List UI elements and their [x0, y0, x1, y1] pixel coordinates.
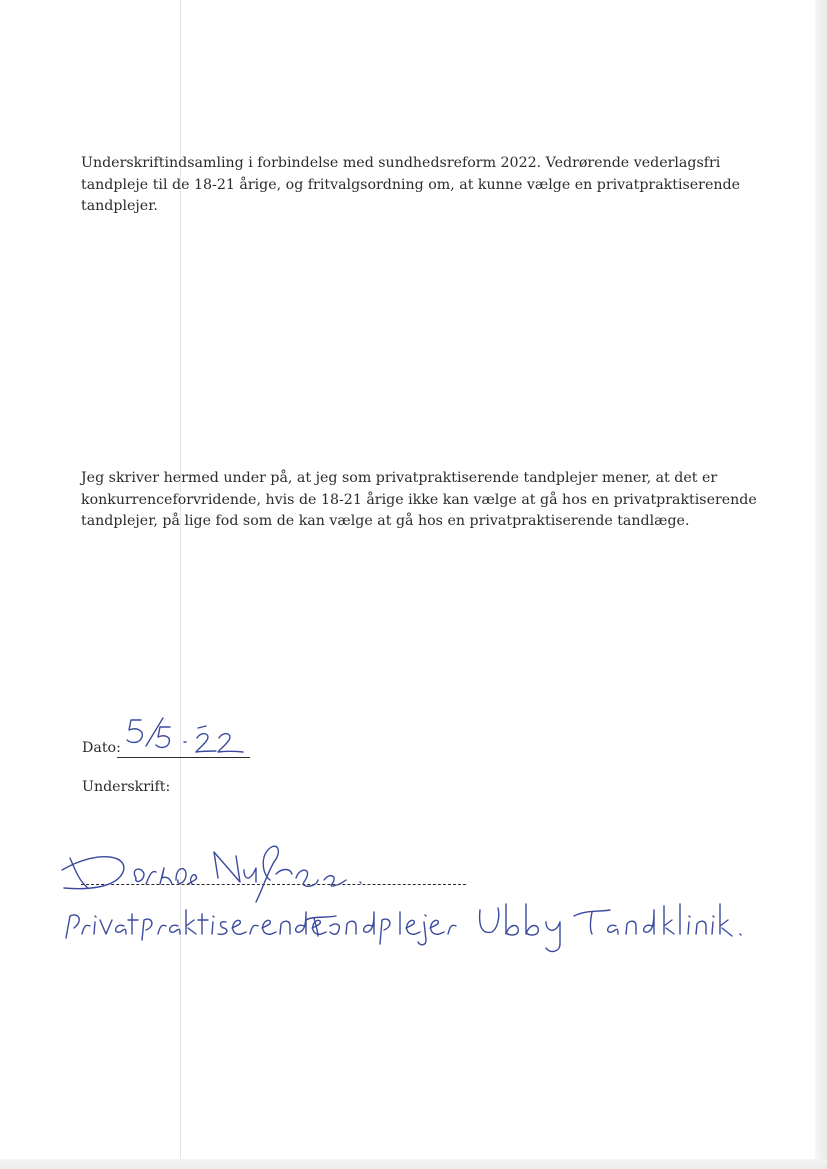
intro-paragraph: Underskriftindsamling i forbindelse med sundhedsreform 2022. Vedrørende vederlagsfri tandpleje til de 18-21 årige, og fritvalgsordning om, at kunne vælge en privatpraktiserende tandplejer.	[81, 155, 740, 214]
statement-paragraph: Jeg skriver hermed under på, at jeg som privatpraktiserende tandplejer mener, at det er konkurrenceforvridende, hvis de 18-21 årige ikke kan vælge at gå hos en privatpraktiserende tandplejer, på lige fod som de kan vælge at gå hos en privatpraktiserende tandlæge.	[81, 470, 757, 529]
signature-label: Underskrift:	[82, 779, 171, 795]
date-label: Dato:	[82, 740, 121, 756]
